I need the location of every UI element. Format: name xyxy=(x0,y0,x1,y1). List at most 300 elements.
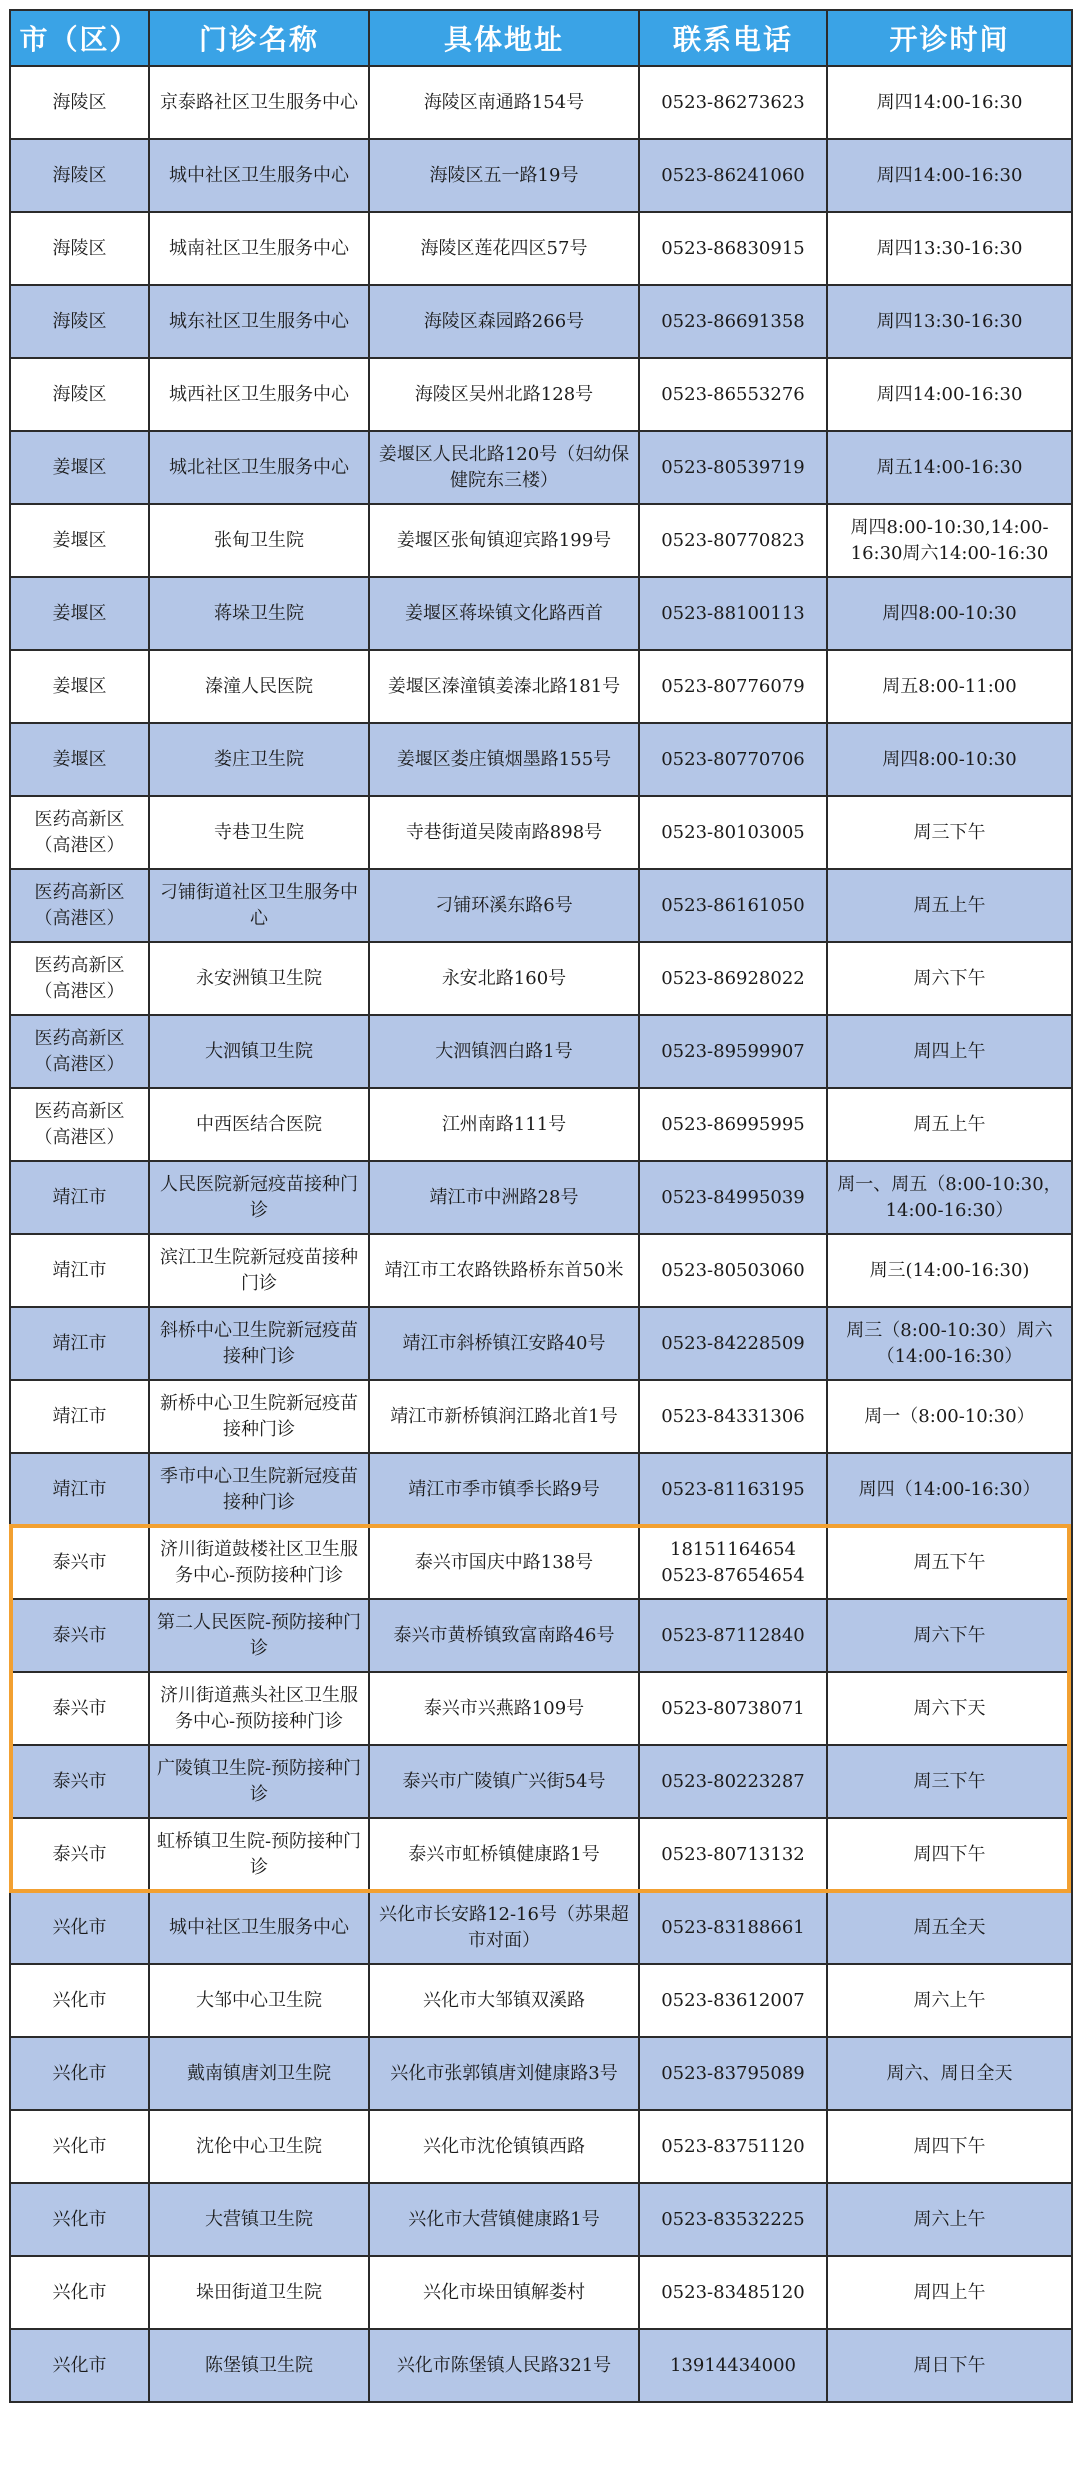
cell-address xyxy=(369,1891,639,1964)
cell-clinic-name-text: 城北社区卫生服务中心 xyxy=(169,456,349,478)
cell-address-text: 永安北路160号 xyxy=(441,967,567,989)
cell-district-text: 姜堰区 xyxy=(52,529,107,551)
table-row xyxy=(10,796,1072,869)
header-clinic-name: 门诊名称 xyxy=(149,10,369,66)
cell-hours-text: 周五8:00-11:00 xyxy=(882,675,1017,697)
cell-phone xyxy=(639,2256,827,2329)
cell-address xyxy=(369,723,639,796)
cell-clinic-name-text: 大泗镇卫生院 xyxy=(205,1040,313,1062)
cell-hours xyxy=(827,2183,1072,2256)
cell-clinic-name-text: 新桥中心卫生院新冠疫苗接种门诊 xyxy=(160,1392,358,1440)
table-row xyxy=(10,212,1072,285)
cell-address xyxy=(369,1672,639,1745)
cell-phone-text: 0523-84331306 xyxy=(661,1405,805,1427)
cell-phone-text: 0523-80776079 xyxy=(661,675,805,697)
cell-district xyxy=(10,1015,149,1088)
cell-phone xyxy=(639,2110,827,2183)
cell-hours-text: 周日下午 xyxy=(913,2354,986,2376)
table-row xyxy=(10,942,1072,1015)
clinic-table-container xyxy=(9,9,1071,2403)
cell-district xyxy=(10,650,149,723)
cell-phone-text: 0523-89599907 xyxy=(661,1040,805,1062)
cell-district xyxy=(10,1891,149,1964)
cell-phone-text: 0523-86553276 xyxy=(661,383,805,405)
cell-district xyxy=(10,577,149,650)
cell-district xyxy=(10,1161,149,1234)
cell-clinic-name-text: 垛田街道卫生院 xyxy=(196,2281,322,2303)
cell-address-text: 姜堰区溱潼镇姜溱北路181号 xyxy=(387,675,621,697)
cell-hours xyxy=(827,1818,1072,1891)
cell-address xyxy=(369,139,639,212)
cell-clinic-name xyxy=(149,577,369,650)
cell-clinic-name-text: 蒋垛卫生院 xyxy=(214,602,304,624)
cell-phone xyxy=(639,285,827,358)
cell-district-text: 姜堰区 xyxy=(52,456,107,478)
cell-clinic-name xyxy=(149,2183,369,2256)
cell-hours xyxy=(827,2037,1072,2110)
cell-district xyxy=(10,1818,149,1891)
cell-phone-text: 0523-88100113 xyxy=(661,602,805,624)
cell-hours-text: 周六、周日全天 xyxy=(886,2062,1013,2084)
cell-clinic-name-text: 虹桥镇卫生院-预防接种门诊 xyxy=(156,1830,362,1878)
cell-hours xyxy=(827,1745,1072,1818)
table-row xyxy=(10,2329,1072,2402)
cell-hours xyxy=(827,1453,1072,1526)
cell-district xyxy=(10,139,149,212)
cell-clinic-name-text: 溱潼人民医院 xyxy=(205,675,313,697)
cell-address xyxy=(369,577,639,650)
cell-hours-text: 周四8:00-10:30,14:00-16:30周六14:00-16:30 xyxy=(850,516,1049,564)
cell-address xyxy=(369,1234,639,1307)
cell-clinic-name xyxy=(149,1818,369,1891)
cell-district xyxy=(10,1745,149,1818)
header-phone: 联系电话 xyxy=(639,10,827,66)
cell-district-text: 兴化市 xyxy=(52,2208,107,2230)
cell-phone-text: 0523-80503060 xyxy=(661,1259,805,1281)
cell-address xyxy=(369,1964,639,2037)
cell-phone-text: 0523-80713132 xyxy=(661,1843,805,1865)
cell-district xyxy=(10,796,149,869)
cell-address-text: 兴化市垛田镇解娄村 xyxy=(423,2281,585,2303)
cell-hours-text: 周六上午 xyxy=(913,2208,986,2230)
cell-clinic-name-text: 戴南镇唐刘卫生院 xyxy=(187,2062,331,2084)
cell-hours xyxy=(827,1891,1072,1964)
cell-district-text: 医药高新区（高港区） xyxy=(34,881,125,929)
table-row xyxy=(10,1891,1072,1964)
cell-clinic-name xyxy=(149,650,369,723)
cell-phone xyxy=(639,650,827,723)
table-row xyxy=(10,504,1072,577)
cell-address-text: 江州南路111号 xyxy=(441,1113,567,1135)
cell-district-text: 泰兴市 xyxy=(52,1551,107,1573)
table-row xyxy=(10,1307,1072,1380)
cell-address xyxy=(369,358,639,431)
header-address: 具体地址 xyxy=(369,10,639,66)
cell-district xyxy=(10,1453,149,1526)
cell-address-text: 泰兴市国庆中路138号 xyxy=(414,1551,594,1573)
cell-phone-text: 0523-83485120 xyxy=(661,2281,805,2303)
cell-phone-text: 0523-83532225 xyxy=(661,2208,805,2230)
cell-clinic-name-text: 大营镇卫生院 xyxy=(205,2208,313,2230)
cell-hours xyxy=(827,869,1072,942)
cell-clinic-name xyxy=(149,1088,369,1161)
cell-clinic-name xyxy=(149,1745,369,1818)
cell-address xyxy=(369,2256,639,2329)
cell-address-text: 兴化市沈伦镇镇西路 xyxy=(423,2135,585,2157)
table-body xyxy=(10,66,1072,2402)
cell-district-text: 海陵区 xyxy=(52,383,107,405)
cell-district-text: 姜堰区 xyxy=(52,602,107,624)
table-row xyxy=(10,1088,1072,1161)
table-row xyxy=(10,2037,1072,2110)
cell-phone xyxy=(639,212,827,285)
cell-hours-text: 周三下午 xyxy=(913,821,986,843)
cell-address-text: 兴化市陈堡镇人民路321号 xyxy=(396,2354,612,2376)
cell-hours-text: 周一（8:00-10:30） xyxy=(864,1405,1035,1427)
cell-district xyxy=(10,1526,149,1599)
cell-district xyxy=(10,1964,149,2037)
cell-phone-text: 0523-86995995 xyxy=(661,1113,805,1135)
cell-phone xyxy=(639,1161,827,1234)
cell-hours xyxy=(827,1088,1072,1161)
cell-clinic-name-text: 城中社区卫生服务中心 xyxy=(169,164,349,186)
cell-clinic-name xyxy=(149,431,369,504)
cell-address-text: 海陵区吴州北路128号 xyxy=(414,383,594,405)
cell-address-text: 寺巷街道吴陵南路898号 xyxy=(405,821,603,843)
table-row xyxy=(10,1672,1072,1745)
cell-hours-text: 周五全天 xyxy=(913,1916,986,1938)
cell-clinic-name xyxy=(149,1599,369,1672)
cell-hours-text: 周六下天 xyxy=(913,1697,986,1719)
cell-address-text: 兴化市大营镇健康路1号 xyxy=(408,2208,600,2230)
cell-hours-text: 周一、周五（8:00-10:30，14:00-16:30） xyxy=(837,1173,1062,1221)
cell-hours xyxy=(827,285,1072,358)
cell-clinic-name xyxy=(149,2037,369,2110)
cell-address-text: 兴化市张郭镇唐刘健康路3号 xyxy=(390,2062,618,2084)
cell-phone xyxy=(639,2037,827,2110)
cell-address xyxy=(369,1380,639,1453)
cell-phone-text: 0523-83188661 xyxy=(661,1916,805,1938)
cell-clinic-name xyxy=(149,1964,369,2037)
cell-address-text: 大泗镇泗白路1号 xyxy=(435,1040,573,1062)
table-row xyxy=(10,1161,1072,1234)
cell-hours-text: 周四8:00-10:30 xyxy=(882,602,1017,624)
cell-hours-text: 周四下午 xyxy=(913,1843,986,1865)
table-row xyxy=(10,723,1072,796)
cell-address xyxy=(369,1818,639,1891)
cell-district xyxy=(10,358,149,431)
cell-hours-text: 周五下午 xyxy=(913,1551,986,1573)
cell-district-text: 泰兴市 xyxy=(52,1624,107,1646)
cell-address xyxy=(369,1599,639,1672)
cell-address xyxy=(369,1526,639,1599)
cell-phone xyxy=(639,1964,827,2037)
cell-address-text: 姜堰区蒋垛镇文化路西首 xyxy=(405,602,603,624)
cell-district-text: 靖江市 xyxy=(52,1405,107,1427)
cell-hours-text: 周四上午 xyxy=(913,2281,986,2303)
cell-address xyxy=(369,212,639,285)
cell-phone-text: 0523-81163195 xyxy=(661,1478,805,1500)
cell-phone xyxy=(639,1453,827,1526)
header-hours: 开诊时间 xyxy=(827,10,1072,66)
cell-district-text: 泰兴市 xyxy=(52,1770,107,1792)
cell-hours-text: 周六下午 xyxy=(913,1624,986,1646)
cell-district xyxy=(10,1380,149,1453)
cell-address-text: 靖江市斜桥镇江安路40号 xyxy=(402,1332,606,1354)
cell-clinic-name-text: 斜桥中心卫生院新冠疫苗接种门诊 xyxy=(160,1319,358,1367)
cell-clinic-name-text: 城中社区卫生服务中心 xyxy=(169,1916,349,1938)
cell-district-text: 兴化市 xyxy=(52,1989,107,2011)
cell-clinic-name-text: 第二人民医院-预防接种门诊 xyxy=(156,1611,362,1659)
cell-hours xyxy=(827,1964,1072,2037)
cell-phone xyxy=(639,1599,827,1672)
cell-clinic-name xyxy=(149,139,369,212)
cell-clinic-name-text: 陈堡镇卫生院 xyxy=(205,2354,313,2376)
cell-clinic-name xyxy=(149,1672,369,1745)
cell-hours-text: 周五上午 xyxy=(913,894,986,916)
cell-district-text: 靖江市 xyxy=(52,1186,107,1208)
cell-clinic-name-text: 季市中心卫生院新冠疫苗接种门诊 xyxy=(160,1465,358,1513)
cell-hours-text: 周四14:00-16:30 xyxy=(876,91,1023,113)
cell-hours xyxy=(827,66,1072,139)
cell-address-text: 靖江市中洲路28号 xyxy=(429,1186,579,1208)
table-row xyxy=(10,285,1072,358)
cell-phone-text: 0523-80770706 xyxy=(661,748,805,770)
cell-hours xyxy=(827,1234,1072,1307)
cell-phone-text: 0523-83751120 xyxy=(661,2135,805,2157)
table-row xyxy=(10,1964,1072,2037)
clinic-table xyxy=(9,9,1073,2403)
cell-district-text: 泰兴市 xyxy=(52,1697,107,1719)
table-row xyxy=(10,1015,1072,1088)
cell-phone-text: 0523-80223287 xyxy=(661,1770,805,1792)
cell-address xyxy=(369,1745,639,1818)
cell-hours xyxy=(827,723,1072,796)
cell-address xyxy=(369,2037,639,2110)
cell-clinic-name xyxy=(149,723,369,796)
cell-district-text: 医药高新区（高港区） xyxy=(34,1027,125,1075)
table-row xyxy=(10,358,1072,431)
cell-phone xyxy=(639,1526,827,1599)
cell-district xyxy=(10,1088,149,1161)
cell-clinic-name-text: 京泰路社区卫生服务中心 xyxy=(160,91,358,113)
cell-address xyxy=(369,1307,639,1380)
forum-watermark: 大众论坛 www.hybbs.net xyxy=(784,2447,1066,2472)
cell-hours xyxy=(827,942,1072,1015)
cell-address-text: 姜堰区人民北路120号（妇幼保健院东三楼） xyxy=(378,443,630,491)
cell-hours xyxy=(827,2256,1072,2329)
cell-clinic-name-text: 济川街道燕头社区卫生服务中心-预防接种门诊 xyxy=(160,1684,358,1732)
cell-phone xyxy=(639,577,827,650)
cell-district xyxy=(10,1307,149,1380)
cell-district xyxy=(10,285,149,358)
cell-address xyxy=(369,1088,639,1161)
cell-address xyxy=(369,942,639,1015)
cell-district xyxy=(10,869,149,942)
cell-hours-text: 周四14:00-16:30 xyxy=(876,383,1023,405)
cell-hours xyxy=(827,2110,1072,2183)
cell-address xyxy=(369,1161,639,1234)
cell-clinic-name xyxy=(149,1161,369,1234)
cell-address-text: 兴化市长安路12-16号（苏果超市对面） xyxy=(379,1903,629,1951)
cell-phone xyxy=(639,869,827,942)
table-row xyxy=(10,1526,1072,1599)
cell-phone xyxy=(639,1380,827,1453)
cell-hours xyxy=(827,1380,1072,1453)
cell-phone xyxy=(639,139,827,212)
table-row xyxy=(10,2256,1072,2329)
cell-address xyxy=(369,2110,639,2183)
cell-phone-text: 0523-86273623 xyxy=(661,91,805,113)
cell-phone-text: 0523-80103005 xyxy=(661,821,805,843)
cell-address xyxy=(369,650,639,723)
cell-address-text: 靖江市工农路铁路桥东首50米 xyxy=(384,1259,624,1281)
cell-clinic-name-text: 永安洲镇卫生院 xyxy=(196,967,322,989)
cell-phone xyxy=(639,796,827,869)
cell-address xyxy=(369,2183,639,2256)
cell-phone xyxy=(639,1672,827,1745)
cell-hours xyxy=(827,1015,1072,1088)
cell-clinic-name xyxy=(149,2256,369,2329)
table-row xyxy=(10,139,1072,212)
cell-address-text: 靖江市新桥镇润江路北首1号 xyxy=(390,1405,618,1427)
table-row xyxy=(10,2110,1072,2183)
cell-phone xyxy=(639,1818,827,1891)
cell-clinic-name xyxy=(149,358,369,431)
cell-address xyxy=(369,2329,639,2402)
cell-clinic-name xyxy=(149,942,369,1015)
cell-district-text: 兴化市 xyxy=(52,2062,107,2084)
cell-phone-text: 0523-87112840 xyxy=(661,1624,805,1646)
cell-clinic-name xyxy=(149,1234,369,1307)
cell-phone-text: 0523-84995039 xyxy=(661,1186,805,1208)
cell-district-text: 兴化市 xyxy=(52,2354,107,2376)
cell-phone-text: 0523-86161050 xyxy=(661,894,805,916)
table-row xyxy=(10,577,1072,650)
cell-phone xyxy=(639,431,827,504)
cell-hours xyxy=(827,650,1072,723)
cell-address-text: 海陵区森园路266号 xyxy=(423,310,585,332)
cell-clinic-name xyxy=(149,1891,369,1964)
cell-clinic-name xyxy=(149,2329,369,2402)
cell-district xyxy=(10,2256,149,2329)
cell-hours xyxy=(827,212,1072,285)
cell-hours-text: 周五上午 xyxy=(913,1113,986,1135)
cell-hours-text: 周四上午 xyxy=(913,1040,986,1062)
cell-district-text: 海陵区 xyxy=(52,91,107,113)
cell-clinic-name xyxy=(149,1015,369,1088)
cell-phone-text: 0523-84228509 xyxy=(661,1332,805,1354)
table-row xyxy=(10,1818,1072,1891)
cell-district-text: 医药高新区（高港区） xyxy=(34,1100,125,1148)
cell-hours xyxy=(827,1307,1072,1380)
cell-hours-text: 周五14:00-16:30 xyxy=(876,456,1023,478)
cell-phone xyxy=(639,1745,827,1818)
table-header-row xyxy=(10,10,1072,66)
cell-district xyxy=(10,504,149,577)
cell-clinic-name-text: 城南社区卫生服务中心 xyxy=(169,237,349,259)
cell-address xyxy=(369,796,639,869)
cell-phone xyxy=(639,66,827,139)
cell-hours-text: 周四（14:00-16:30） xyxy=(858,1478,1041,1500)
cell-phone-text: 0523-83612007 xyxy=(661,1989,805,2011)
table-row xyxy=(10,1599,1072,1672)
cell-address-text: 姜堰区张甸镇迎宾路199号 xyxy=(396,529,612,551)
cell-phone-text: 0523-86691358 xyxy=(661,310,805,332)
cell-clinic-name xyxy=(149,504,369,577)
table-row xyxy=(10,1745,1072,1818)
cell-address-text: 姜堰区娄庄镇烟墨路155号 xyxy=(396,748,612,770)
cell-phone xyxy=(639,504,827,577)
cell-address-text: 刁铺环溪东路6号 xyxy=(435,894,573,916)
cell-phone xyxy=(639,942,827,1015)
cell-clinic-name-text: 寺巷卫生院 xyxy=(214,821,304,843)
cell-clinic-name xyxy=(149,796,369,869)
cell-district xyxy=(10,66,149,139)
cell-clinic-name-text: 济川街道鼓楼社区卫生服务中心-预防接种门诊 xyxy=(160,1538,358,1586)
cell-hours xyxy=(827,2329,1072,2402)
cell-address-text: 泰兴市广陵镇广兴街54号 xyxy=(402,1770,606,1792)
cell-clinic-name xyxy=(149,66,369,139)
cell-phone xyxy=(639,1088,827,1161)
cell-district xyxy=(10,431,149,504)
cell-hours-text: 周六上午 xyxy=(913,1989,986,2011)
cell-address-text: 泰兴市虹桥镇健康路1号 xyxy=(408,1843,600,1865)
cell-district-text: 兴化市 xyxy=(52,1916,107,1938)
table-row xyxy=(10,869,1072,942)
table-row xyxy=(10,431,1072,504)
cell-district-text: 姜堰区 xyxy=(52,748,107,770)
cell-address xyxy=(369,431,639,504)
cell-phone xyxy=(639,1307,827,1380)
cell-phone-text: 18151164654 0523-87654654 xyxy=(661,1538,805,1586)
cell-phone xyxy=(639,1015,827,1088)
cell-district xyxy=(10,2110,149,2183)
cell-clinic-name-text: 娄庄卫生院 xyxy=(214,748,304,770)
cell-address xyxy=(369,1015,639,1088)
cell-district-text: 兴化市 xyxy=(52,2135,107,2157)
cell-district xyxy=(10,1672,149,1745)
cell-address xyxy=(369,1453,639,1526)
cell-clinic-name-text: 城东社区卫生服务中心 xyxy=(169,310,349,332)
cell-phone-text: 0523-80539719 xyxy=(661,456,805,478)
cell-district-text: 医药高新区（高港区） xyxy=(34,954,125,1002)
cell-phone-text: 0523-86241060 xyxy=(661,164,805,186)
cell-clinic-name-text: 沈伦中心卫生院 xyxy=(196,2135,322,2157)
cell-hours-text: 周四下午 xyxy=(913,2135,986,2157)
cell-clinic-name xyxy=(149,2110,369,2183)
cell-district-text: 海陵区 xyxy=(52,164,107,186)
cell-hours xyxy=(827,577,1072,650)
cell-clinic-name xyxy=(149,285,369,358)
cell-district-text: 靖江市 xyxy=(52,1478,107,1500)
cell-hours-text: 周三(14:00-16:30) xyxy=(869,1259,1030,1281)
cell-phone-text: 0523-80770823 xyxy=(661,529,805,551)
cell-hours-text: 周四14:00-16:30 xyxy=(876,164,1023,186)
cell-district-text: 医药高新区（高港区） xyxy=(34,808,125,856)
cell-district-text: 泰兴市 xyxy=(52,1843,107,1865)
cell-clinic-name xyxy=(149,1307,369,1380)
cell-clinic-name-text: 大邹中心卫生院 xyxy=(196,1989,322,2011)
cell-phone-text: 0523-80738071 xyxy=(661,1697,805,1719)
cell-district-text: 姜堰区 xyxy=(52,675,107,697)
cell-address-text: 泰兴市黄桥镇致富南路46号 xyxy=(393,1624,615,1646)
cell-hours-text: 周六下午 xyxy=(913,967,986,989)
cell-phone xyxy=(639,1234,827,1307)
cell-hours xyxy=(827,431,1072,504)
table-row xyxy=(10,650,1072,723)
cell-hours xyxy=(827,358,1072,431)
